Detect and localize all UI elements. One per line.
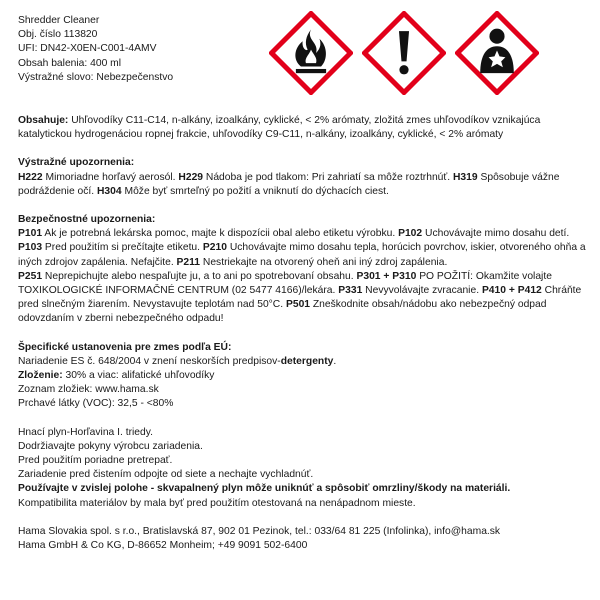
composition-text: 30% a viac: alifatické uhľovodíky	[62, 370, 215, 382]
footer-line-1: Hama Slovakia spol. s r.o., Bratislavská 87, 902 01 Pezinok, tel.: 033/64 81 225 (Infolinka), info@hama.sk	[18, 525, 501, 537]
p101-code: P101	[18, 228, 43, 240]
contains-paragraph	[18, 114, 586, 142]
p301-text: PO POŽITÍ: Okamžite volajte TOXIKOLOGICKÉ INFORMAČNÉ CENTRUM (02 5477 4166)/lekára.	[18, 270, 552, 297]
p210-text: Uchovávajte mimo dosahu tepla, horúcich povrchov, iskier, otvoreného ohňa a iných zdrojov zapálenia. Nefajčite.	[18, 242, 586, 268]
p102-text: Uchovávajte mimo dosahu detí.	[422, 228, 570, 240]
instruction-line-1: Hnací plyn-Horľavina I. triedy.	[18, 426, 154, 438]
instruction-line-4: Zariadenie pred čistením odpojte od siete a nechajte vychladnúť.	[18, 469, 314, 481]
specific-title: Špecifické ustanovenia pre zmes podľa EÚ:	[18, 341, 232, 353]
instruction-line-3: Pred použitím poriadne pretrepať.	[18, 455, 173, 467]
header	[18, 14, 586, 100]
exclamation-pictogram-icon	[362, 11, 446, 95]
instruction-line-5: Používajte v zvislej polohe - skvapalnený plyn môže uniknúť a spôsobiť omrzliny/škody na materiáli.	[18, 483, 511, 495]
p251-text: Neprepichujte alebo nespaľujte ju, a to ani po spotrebovaní obsahu.	[42, 270, 357, 282]
specific-section	[18, 341, 586, 412]
footer-section	[18, 525, 586, 553]
h229-code: H229	[178, 171, 204, 183]
composition-line	[18, 369, 586, 383]
p210-code: P210	[202, 242, 227, 254]
label-document	[18, 14, 586, 553]
h319-text: Spôsobuje vážne podráždenie očí.	[18, 171, 560, 197]
precaution-statements-2	[18, 270, 586, 327]
precaution-section	[18, 213, 586, 327]
ufi-code: UFI: DN42-X0EN-C001-4AMV	[18, 43, 157, 55]
regulation-bold: detergenty	[280, 355, 334, 367]
composition-label: Zloženie:	[18, 370, 63, 382]
h229-text: Nádoba je pod tlakom: Pri zahriatí sa môže roztrhnúť.	[203, 171, 453, 183]
h304-code: H304	[97, 185, 122, 197]
hazard-section	[18, 156, 586, 199]
instructions-section	[18, 426, 586, 511]
p301-code: P301 + P310	[356, 270, 417, 282]
contains-text: Uhľovodíky C11-C14, n-alkány, izoalkány, cyklické, < 2% arómaty, zložitá zmes uhľovodíkov vznikajúca katalytickou hydrogenáciou ropnej frakcie, uhľovodíky C9-C11, n-alkány, izoalkány, cyklické, < 2% arómaty	[18, 115, 541, 141]
h304-text: Môže byť smrteľný po požití a vniknutí do dýchacích ciest.	[121, 185, 389, 197]
h319-code: H319	[453, 171, 478, 183]
p410-code: P410 + P412	[481, 285, 542, 297]
footer-line-2: Hama GmbH & Co KG, D-86652 Monheim; +49 9091 502-6400	[18, 540, 308, 552]
hazard-title: Výstražné upozornenia:	[18, 157, 135, 169]
contains-label: Obsahuje:	[18, 115, 69, 126]
precaution-title: Bezpečnostné upozornenia:	[18, 214, 156, 226]
instruction-line-6: Kompatibilita materiálov by mala byť pred použitím otestovaná na nenápadnom mieste.	[18, 497, 416, 509]
p331-code: P331	[338, 285, 363, 297]
p211-code: P211	[176, 256, 201, 268]
precaution-statements	[18, 227, 586, 270]
p103-code: P103	[18, 242, 43, 254]
voc-line: Prchavé látky (VOC): 32,5 - <80%	[18, 398, 174, 410]
regulation-end: .	[333, 355, 337, 367]
hazard-statements	[18, 171, 586, 199]
p102-code: P102	[398, 228, 423, 240]
p101-text: Ak je potrebná lekárska pomoc, majte k dispozícii obal alebo etiketu výrobku.	[42, 228, 399, 240]
p501-text: Zneškodnite obsah/nádobu ako nebezpečný odpad odovzdaním v zberni nebezpečného odpadu!	[18, 299, 547, 325]
health-hazard-pictogram-icon	[455, 11, 539, 95]
h222-text: Mimoriadne horľavý aerosól.	[42, 171, 179, 183]
p103-text: Pred použitím si prečítajte etiketu.	[42, 242, 203, 254]
regulation-line	[18, 355, 586, 369]
h222-code: H222	[18, 171, 43, 183]
p501-code: P501	[285, 299, 311, 311]
regulation-text: Nariadenie ES č. 648/2004 v znení neskorších predpisov-	[18, 355, 281, 367]
volume: Obsah balenia: 400 ml	[18, 57, 122, 69]
contains-section	[18, 114, 586, 142]
order-number: Obj. číslo 113820	[18, 29, 98, 41]
p211-text: Nestriekajte na otvorený oheň ani iný zdroj zapálenia.	[200, 256, 448, 268]
p410-text: Chráňte pred slnečným žiarením. Nevystavujte teplotám nad 50°C.	[18, 285, 582, 311]
product-name: Shredder Cleaner	[18, 15, 100, 26]
flame-pictogram-icon	[269, 11, 353, 95]
ingredients-line: Zoznam zložiek: www.hama.sk	[18, 384, 159, 396]
signal-word: Výstražné slovo: Nebezpečenstvo	[18, 71, 174, 83]
ghs-pictograms	[269, 11, 539, 95]
instruction-line-2: Dodržiavajte pokyny výrobcu zariadenia.	[18, 440, 203, 452]
p331-text: Nevyvolávajte zvracanie.	[362, 285, 482, 297]
p251-code: P251	[18, 270, 43, 282]
